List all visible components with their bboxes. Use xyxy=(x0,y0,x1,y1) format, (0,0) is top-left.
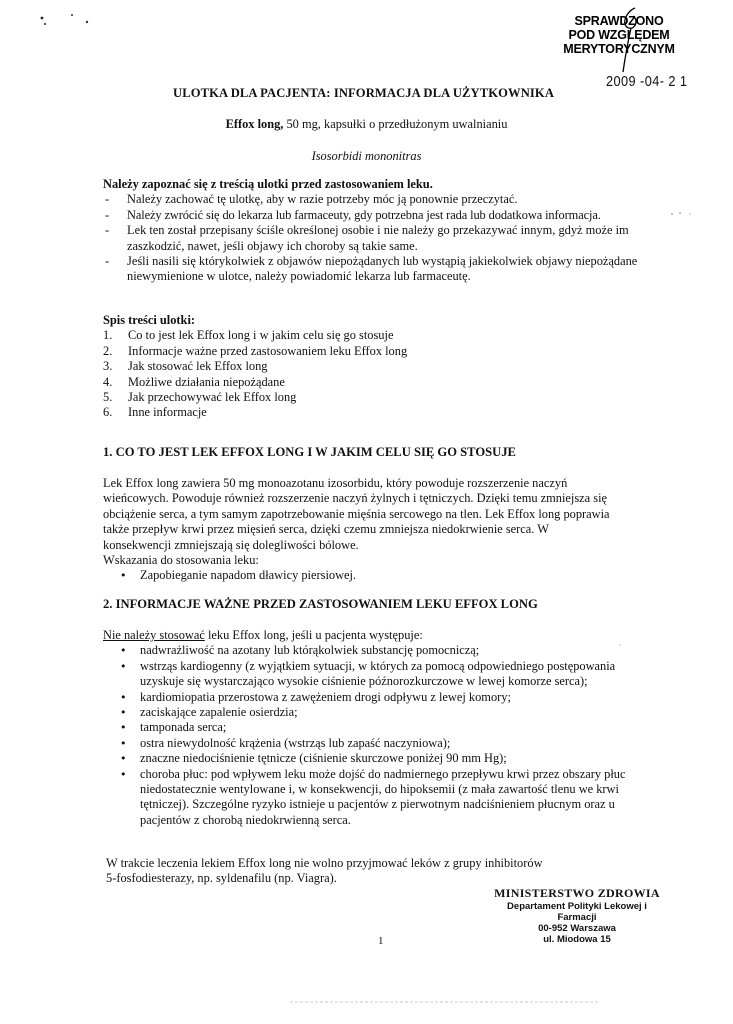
product-name: Effox long, xyxy=(225,117,284,131)
list-item: • znaczne niedociśnienie tętnicze (ciśnienie skurczowe poniżej 90 mm Hg); xyxy=(115,751,633,766)
list-item: • nadwrażliwość na azotany lub którąkolwiek substancję pomocniczą; xyxy=(115,643,633,658)
toc-text: Informacje ważne przed zastosowaniem leku Effox long xyxy=(128,343,408,358)
list-item: • zaciskające zapalenie osierdzia; xyxy=(115,705,633,720)
toc-number: 1. xyxy=(103,328,113,343)
toc-text: Jak przechowywać lek Effox long xyxy=(128,390,297,405)
list-item: - Lek ten został przepisany ściśle określonej osobie i nie należy go przekazywać innym, gdyż może im zaszkodzić, nawet, jeśli objawy ich choroby są takie same. xyxy=(103,223,675,254)
toc-list xyxy=(103,328,663,420)
active-substance: Isosorbidi mononitras xyxy=(311,149,422,163)
ministry-name: MINISTERSTWO ZDROWIA xyxy=(494,886,660,900)
list-item: - Jeśli nasili się którykolwiek z objawów niepożądanych lub wystąpią jakiekolwiek objawy niepożądane niewymienione w ulotce, należy powiadomić lekarza lub farmaceutę. xyxy=(103,254,675,285)
body-line: obciążenie serca, a tym samym zapotrzebowanie mięśnia sercowego na tlen. Lek Effox long poprawia xyxy=(103,506,610,521)
toc-text: Możliwe działania niepożądane xyxy=(128,374,285,389)
section-2-outro xyxy=(106,856,666,887)
toc-number: 3. xyxy=(103,359,113,374)
list-item: • Zapobieganie napadom dławicy piersiowej. xyxy=(115,568,683,583)
toc-number: 4. xyxy=(103,374,113,389)
intro-list xyxy=(103,192,675,284)
toc-item xyxy=(103,405,663,420)
toc-text: Inne informacje xyxy=(128,405,207,420)
stamp-line: POD WZGLĘDEM xyxy=(568,28,670,42)
list-item: • wstrząs kardiogenny (z wyjątkiem sytuacji, w których za pomocą odpowiedniego postępowania uzyskuje się wystarczająco wysokie ciśnienie późnorozkurczowe w lewej komorze serca); xyxy=(115,659,633,690)
body-line: Wskazania do stosowania leku: xyxy=(103,553,259,568)
stamp-line: SPRAWDZONO xyxy=(574,14,664,28)
list-item: • ostra niewydolność krążenia (wstrząs lub zapaść naczyniowa); xyxy=(115,736,633,751)
body-line: wieńcowych. Powoduje również rozszerzenie naczyń żylnych i tętniczych. Dzięki temu zmniejsza się xyxy=(103,491,608,506)
leaflet-title: ULOTKA DLA PACJENTA: INFORMACJA DLA UŻYTKOWNIKA xyxy=(173,86,555,100)
section-2-body xyxy=(103,628,663,828)
intro-block xyxy=(103,177,675,285)
list-item: • tamponada serca; xyxy=(115,720,633,735)
toc-number: 2. xyxy=(103,343,113,358)
toc-heading: Spis treści ulotki: xyxy=(103,313,196,327)
stamp-line: MERYTORYCZNYM xyxy=(563,42,675,56)
stamp-date: 2009 -04- 2 1 xyxy=(606,73,688,90)
page-number: 1 xyxy=(378,935,384,947)
list-item: - Należy zachować tę ulotkę, aby w razie potrzeby móc ją ponownie przeczytać. xyxy=(103,192,675,207)
ministry-street: ul. Miodowa 15 xyxy=(543,934,611,946)
toc-item xyxy=(103,359,663,374)
contraindications-intro xyxy=(103,628,663,643)
toc-text: Co to jest lek Effox long i w jakim celu się go stosuje xyxy=(128,328,394,343)
toc-item xyxy=(103,328,663,343)
toc-block xyxy=(103,313,663,421)
section-1-body xyxy=(103,476,683,584)
indications-list xyxy=(115,568,683,583)
section-1-heading: 1. CO TO JEST LEK EFFOX LONG I W JAKIM CELU SIĘ GO STOSUJE xyxy=(103,445,516,459)
toc-item xyxy=(103,390,663,405)
body-line: 5-fosfodiesterazy, np. syldenafilu (np. Viagra). xyxy=(106,871,337,886)
intro-text: leku Effox long, jeśli u pacjenta występuje: xyxy=(204,628,423,642)
toc-number: 6. xyxy=(103,405,113,420)
toc-number: 5. xyxy=(103,390,113,405)
section-2-heading: 2. INFORMACJE WAŻNE PRZED ZASTOSOWANIEM LEKU EFFOX LONG xyxy=(103,597,538,611)
toc-item xyxy=(103,344,663,359)
contraindications-list xyxy=(115,643,633,828)
toc-item xyxy=(103,375,663,390)
body-line: Lek Effox long zawiera 50 mg monoazotanu izosorbidu, który powoduje rozszerzenie naczyń xyxy=(103,476,568,490)
product-description: 50 mg, kapsułki o przedłużonym uwalnianiu xyxy=(283,117,508,131)
stamp-signature xyxy=(613,6,653,76)
list-item: • kardiomiopatia przerostowa z zawężeniem drogi odpływu z lewej komory; xyxy=(115,690,633,705)
body-line: także przepływ krwi przez mięsień serca, dzięki czemu zmniejsza niedokrwienie serca. W xyxy=(103,522,549,537)
body-line: konsekwencji zmniejszają się dolegliwości bólowe. xyxy=(103,537,359,552)
list-item: • choroba płuc: pod wpływem leku może dojść do nadmiernego przepływu krwi przez obszary płuc niedostatecznie wentylowane i, w konsekwencji, do hipoksemii (z mała zawartość tlenu we krwi tętniczej). Szczególne ryzyko istnieje u pacjentów z pierwotnym nadciśnieniem płucnym oraz u pacjentów z chorobą niedokrwienną serca. xyxy=(115,767,633,829)
list-item: - Należy zwrócić się do lekarza lub farmaceuty, gdy potrzebna jest rada lub dodatkowa informacja. xyxy=(103,208,675,223)
underlined-warning: Nie należy stosować xyxy=(103,628,205,642)
product-line xyxy=(0,117,733,132)
intro-heading: Należy zapoznać się z treścią ulotki przed zastosowaniem leku. xyxy=(103,177,433,191)
ministry-postcode: 00-952 Warszawa xyxy=(538,923,616,935)
ministry-stamp xyxy=(492,886,662,945)
toc-text: Jak stosować lek Effox long xyxy=(128,359,268,374)
ministry-department: Departament Polityki Lekowej i Farmacji xyxy=(507,901,647,924)
body-line: W trakcie leczenia lekiem Effox long nie wolno przyjmować leków z grupy inhibitorów xyxy=(106,856,543,870)
